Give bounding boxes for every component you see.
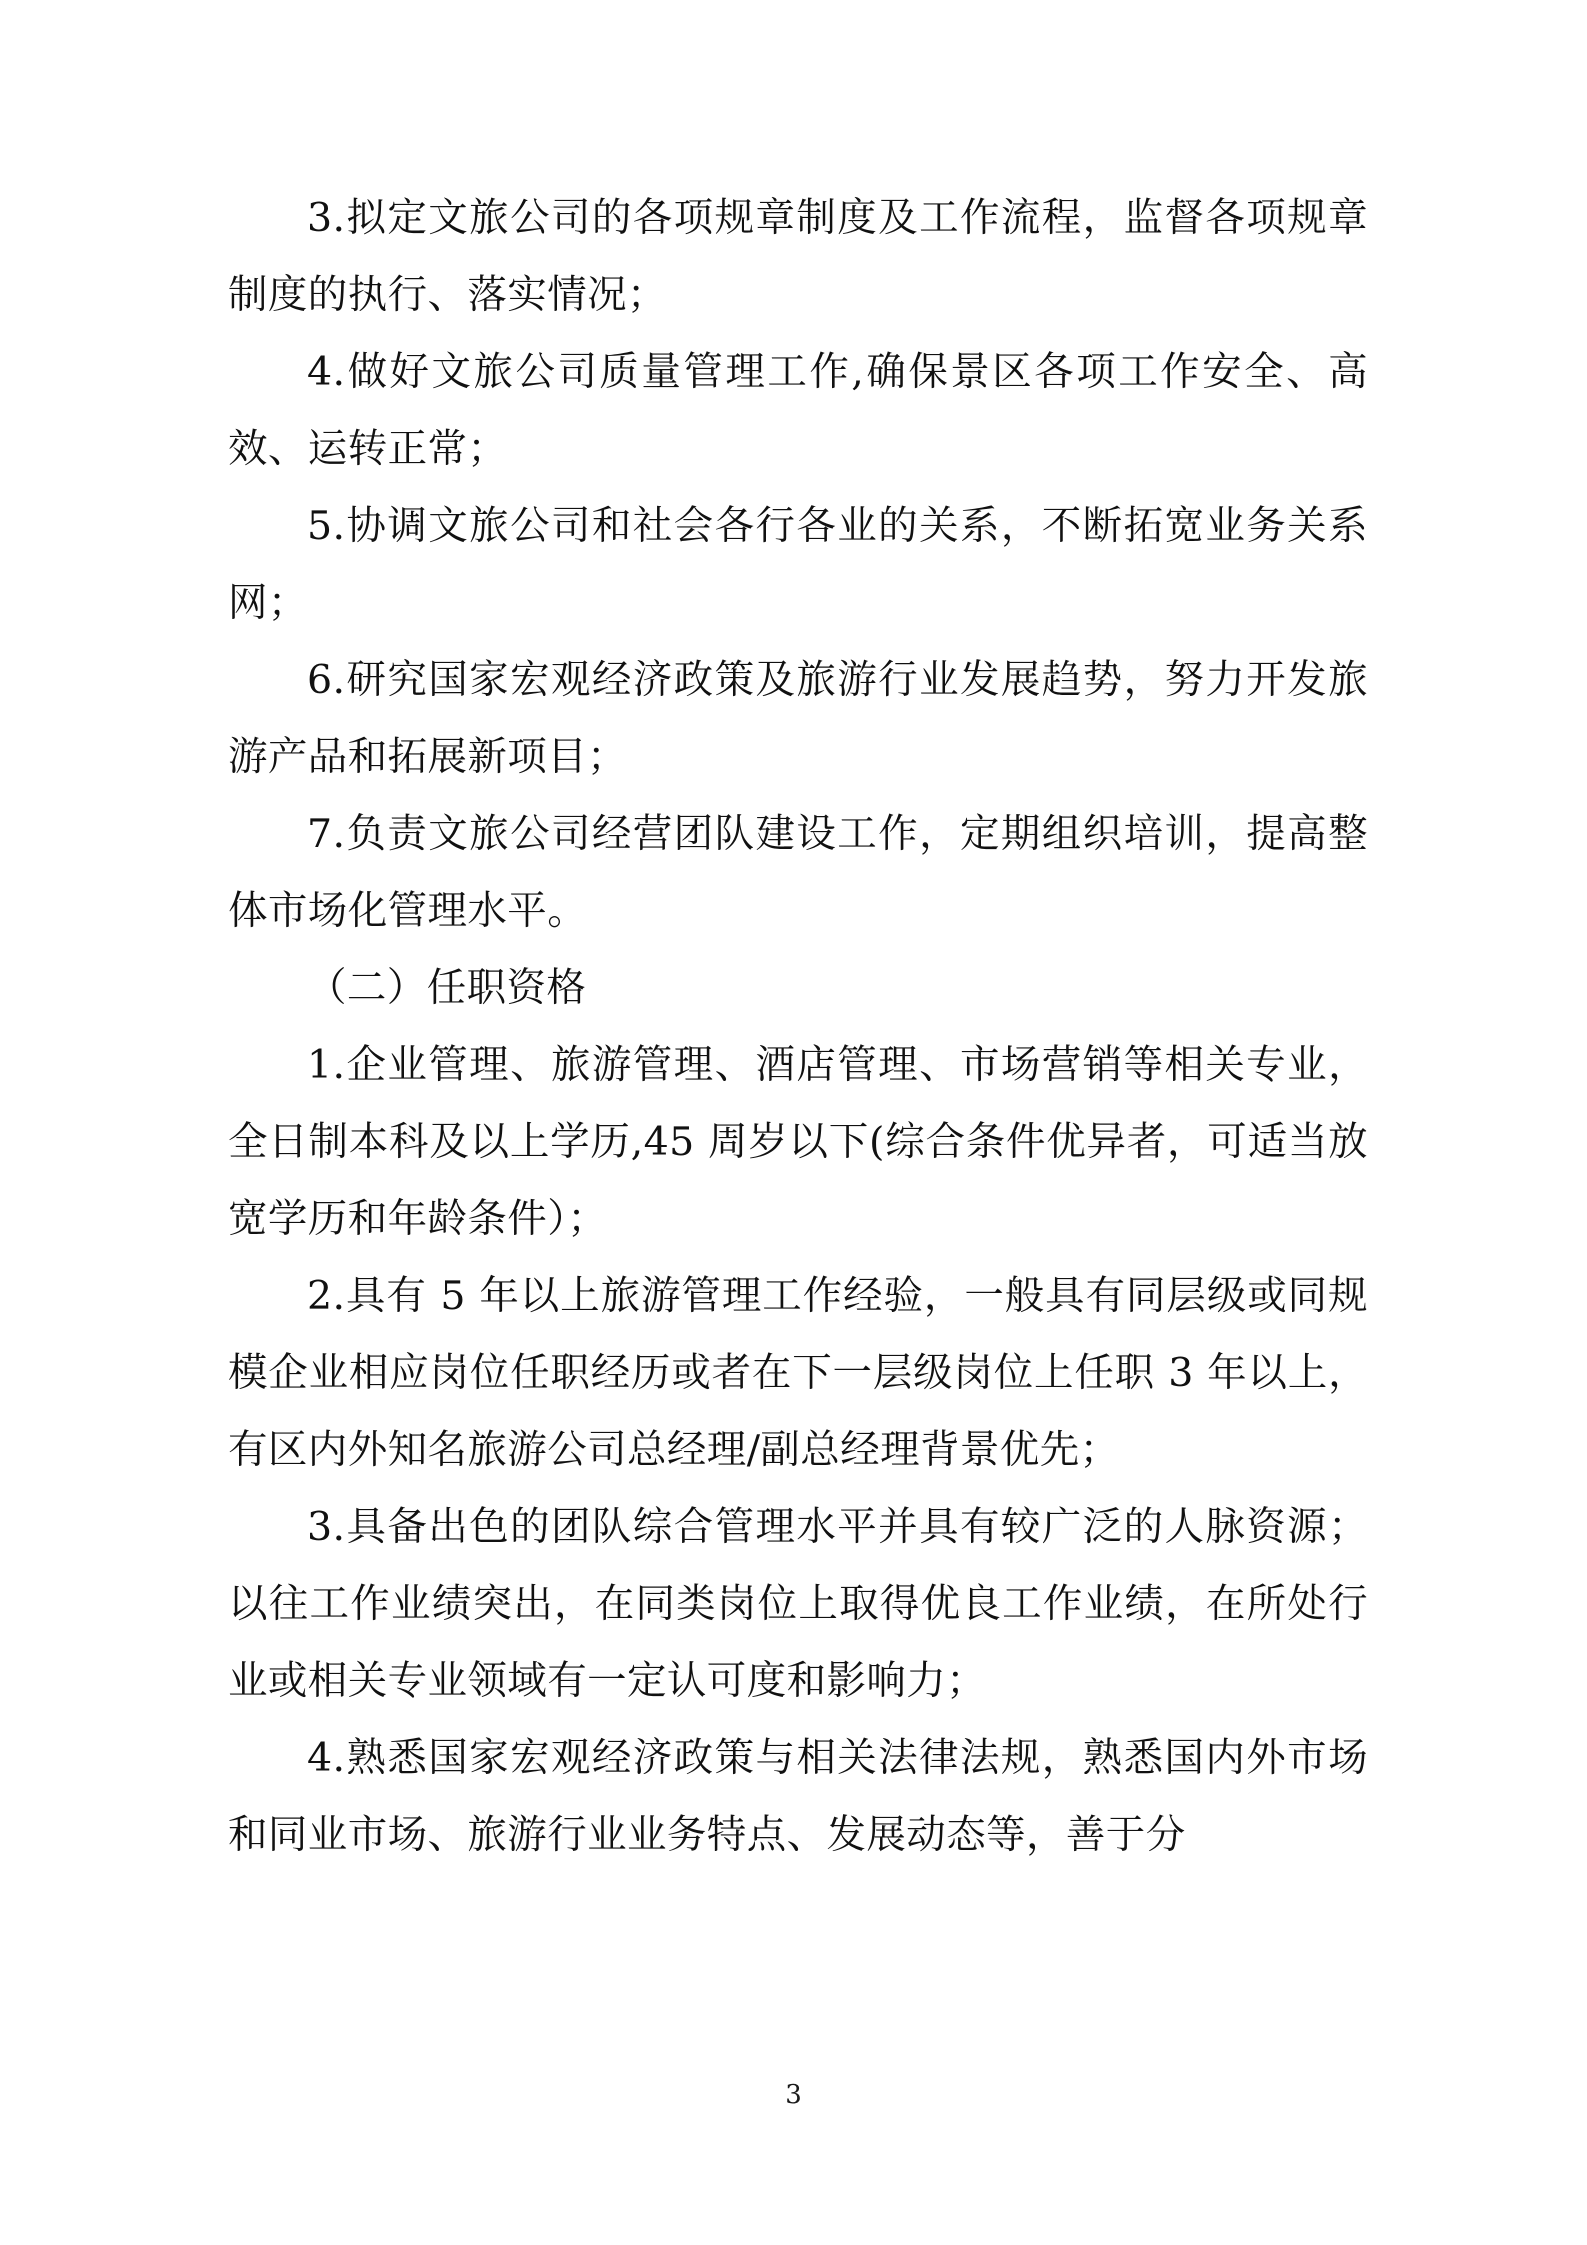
paragraph-item-4: 4.做好文旅公司质量管理工作,确保景区各项工作安全、高效、运转正常； (228, 349, 1368, 472)
qualification-item-4: 4.熟悉国家宏观经济政策与相关法律法规，熟悉国内外市场和同业市场、旅游行业业务特点、发展动态等，善于分 (228, 1735, 1368, 1858)
qualification-item-3: 3.具备出色的团队综合管理水平并具有较广泛的人脉资源；以往工作业绩突出，在同类岗位上取得优良工作业绩，在所处行业或相关专业领域有一定认可度和影响力； (228, 1504, 1368, 1704)
qualification-item-1: 1.企业管理、旅游管理、酒店管理、市场营销等相关专业，全日制本科及以上学历,45 周岁以下(综合条件优异者，可适当放宽学历和年龄条件）； (228, 1042, 1368, 1242)
paragraph-item-3: 3.拟定文旅公司的各项规章制度及工作流程，监督各项规章制度的执行、落实情况； (228, 195, 1368, 318)
paragraph-item-5: 5.协调文旅公司和社会各行各业的关系，不断拓宽业务关系网； (228, 503, 1368, 626)
qualification-item-2: 2.具有 5 年以上旅游管理工作经验，一般具有同层级或同规模企业相应岗位任职经历或者在下一层级岗位上任职 3 年以上，有区内外知名旅游公司总经理/副总经理背景优先； (228, 1273, 1368, 1473)
paragraph-item-7: 7.负责文旅公司经营团队建设工作，定期组织培训，提高整体市场化管理水平。 (228, 811, 1368, 934)
paragraph-item-6: 6.研究国家宏观经济政策及旅游行业发展趋势，努力开发旅游产品和拓展新项目； (228, 657, 1368, 780)
document-body (228, 180, 1368, 1874)
section-heading-qualifications: （二）任职资格 (307, 965, 587, 1011)
page-number: 3 (785, 2080, 802, 2110)
